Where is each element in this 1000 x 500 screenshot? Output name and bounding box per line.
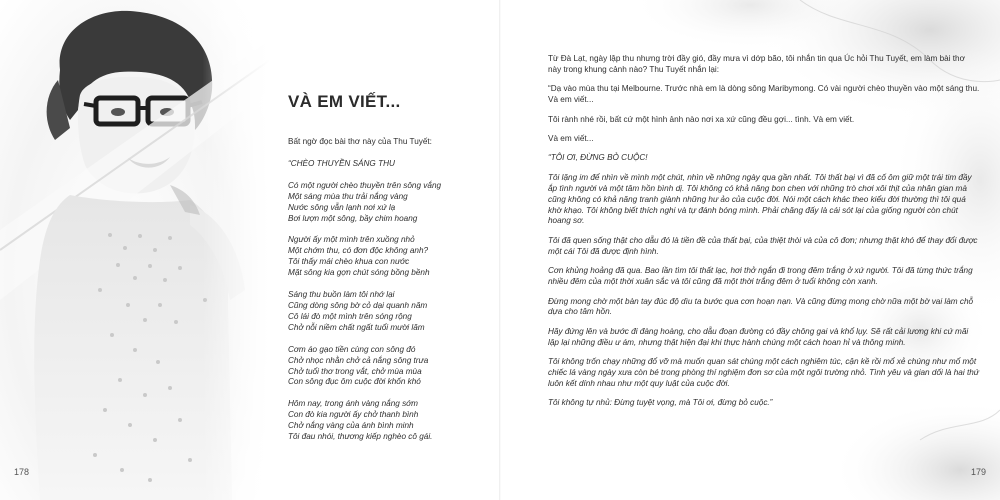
poem-line: Chở nỗi niềm chất ngất tuổi mười lăm <box>288 322 425 332</box>
portrait-photo <box>0 0 270 500</box>
poem-line: Chở nhọc nhằn chở cả nắng sông trưa <box>288 355 429 365</box>
poem-stanza <box>288 345 488 389</box>
poem-line: Nước sông vẫn lạnh nơi xứ lạ <box>288 202 396 212</box>
page-number-right: 179 <box>970 467 986 477</box>
paragraph: Tôi đã quen sống thật cho dẫu đó là tiền đề của thất bại, của thiệt thòi và của cô đơn; nhưng thật khó để thay đổi được một cái Tôi đã được định hình. <box>548 235 978 256</box>
poem-line: Con đò kia người ấy chở thanh bình <box>288 410 419 420</box>
intro-text: Bất ngờ đọc bài thơ này của Thu Tuyết: <box>288 137 432 146</box>
poem-line: Chở tuổi thơ trong vắt, chở mùa mùa <box>288 366 422 376</box>
essay-title: “TÔI ƠI, ĐỪNG BỎ CUỘC! <box>548 153 648 163</box>
paragraph: Tôi lặng im để nhìn về mình một chút, nhìn về những ngày qua gần nhất. Tôi thất bại vì đã cố ôm giữ một trái tim đầy ắp tình người và một tâm hồn bình dị. Tôi không có khả năng bon chen với những trò chơi xôi thịt của nhân gian mà cũng không có khả năng tranh giành những hư ảo của cuộc đời. Nói một cách khác theo kiểu đời thường thì tôi quá khờ khạo. Tôi không biết thích nghi và tự đánh bóng mình. Phải chăng đấy là cái sót lại của giống người còn chút hoang sơ. <box>548 172 972 226</box>
paragraph: “Dạ vào mùa thu tại Melbourne. Trước nhà em là dòng sông Maribymong. Có vài người chèo thuyền vào một sáng thu. Và em viết... <box>548 84 980 105</box>
poem-line: Chở nắng vàng của ánh bình minh <box>288 421 414 431</box>
poem-line: Hôm nay, trong ánh vàng nắng sớm <box>288 399 418 409</box>
book-gutter <box>499 0 501 500</box>
page-number-left: 178 <box>14 467 30 477</box>
poem-stanza <box>288 290 488 334</box>
right-page <box>500 0 1000 500</box>
prose-column <box>548 54 980 418</box>
chapter-title: VÀ EM VIẾT... <box>288 92 401 111</box>
poem-stanza <box>288 181 488 225</box>
poem-line: Có một người chèo thuyền trên sông vắng <box>288 180 442 190</box>
poem-line: Mặt sông kia gợn chút sóng bồng bềnh <box>288 268 430 278</box>
poem-line: Con sông đục ôm cuộc đời khốn khó <box>288 377 421 387</box>
paragraph: Từ Đà Lạt, ngày lập thu nhưng trời đầy gió, đầy mưa vì dớp bão, tôi nhắn tin qua Úc hỏi Thu Tuyết, em làm bài thơ này trong khung cảnh nào? Thu Tuyết nhắn lại: <box>548 54 965 74</box>
poem-line: Tôi thấy mái chèo khua con nước <box>288 257 410 267</box>
poem-title: “CHÈO THUYỀN SÁNG THU <box>288 158 395 168</box>
paragraph: Tôi không trốn chạy những đổ vỡ mà muốn quan sát chúng một cách nghiêm túc, cận kề rồi mổ xẻ chúng như mổ một chiếc lá vàng ngày xưa còn bé trong phòng thí nghiệm đơn sơ của một ngôi trường nhỏ. Tình yêu và gian dối là hai thứ luôn kết dính nhau như một quy luật của cuộc đời. <box>548 357 979 388</box>
poem-stanza <box>288 399 488 443</box>
paragraph: Tôi không tự nhủ: Đừng tuyệt vọng, mà Tôi ơi, đừng bỏ cuộc.” <box>548 398 773 408</box>
poem-line: Một chớm thu, có đơn độc không anh? <box>288 246 429 256</box>
poem-line: Bơi lượn một sông, bầy chim hoang <box>288 213 418 223</box>
poem-stanza <box>288 235 488 279</box>
poem-column <box>288 137 488 454</box>
paragraph: Tôi rành nhé rồi, bất cứ một hình ảnh nào nơi xa xứ cũng đều gợi... tình. Và em viết. <box>548 114 855 124</box>
poem-line: Một sáng mùa thu trải nắng vàng <box>288 191 408 201</box>
poem-line: Cơm áo gạo tiền cùng con sông đó <box>288 344 416 354</box>
paragraph: Đừng mong chờ một bàn tay đúc độ dìu ta bước qua cơn hoạn nạn. Và cũng đừng mong chờ nữa một bờ vai làm chỗ dựa cho tâm hồn. <box>548 296 974 317</box>
paragraph: Và em viết... <box>548 134 594 144</box>
poem-line: Tôi đau nhói, thương kiếp nghèo cô gái. <box>288 432 433 442</box>
poem-line: Người ấy một mình trên xuồng nhỏ <box>288 235 415 245</box>
poem-line: Cô lái đò một mình trên sóng rộng <box>288 311 412 321</box>
poem-line: Cũng dòng sông bờ cỏ dại quanh năm <box>288 300 428 310</box>
paragraph: Cơn khủng hoảng đã qua. Bao lần tìm tôi thất lạc, hơi thở ngắn đi trong đêm trắng ở xứ người. Tôi đã từng thức trắng nhiều đêm của một thời xuân sắc và tôi cũng đã một thời trắng đêm ở tuổi không còn xanh. <box>548 266 973 287</box>
poem-line: Sáng thu buồn làm tôi nhớ lại <box>288 290 395 300</box>
paragraph: Hãy đứng lên và bước đi đàng hoàng, cho dẫu đoạn đường có đầy chông gai và khổ lụy. Sẽ rất cải lương khi cứ mãi lập lại những điều ư ám, nhưng thật hiện đại khi thực hành chúng một cách hoan hỉ và thông minh. <box>548 326 969 347</box>
